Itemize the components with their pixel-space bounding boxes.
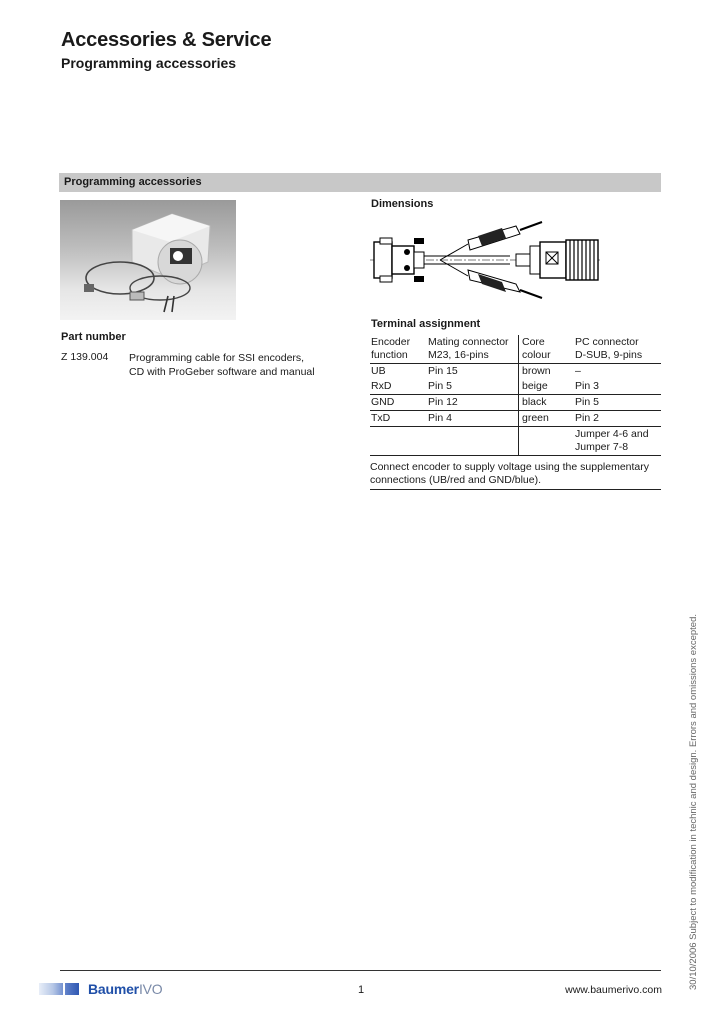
column-header: PC connector D-SUB, 9-pins [574,335,661,364]
product-photo [60,200,236,320]
table-cell: Pin 5 [427,379,519,395]
page-subtitle: Programming accessories [61,55,237,71]
table-row [370,364,661,380]
part-description-line1: Programming cable for SSI encoders, [129,352,305,364]
website-link[interactable]: www.baumerivo.com [565,984,662,996]
table-cell: Pin 4 [427,411,519,427]
column-header: Mating connector M23, 16-pins [427,335,519,364]
terminal-assignment-table [370,335,661,456]
section-header-bar [59,173,661,192]
section-title: Programming accessories [64,176,202,188]
product-illustration-icon [60,200,236,320]
table-cell: RxD [370,379,427,395]
brand-light: IVO [138,981,163,997]
table-cell: Pin 2 [574,411,661,427]
table-cell: TxD [370,411,427,427]
table-cell: Pin 3 [574,379,661,395]
dimensions-heading: Dimensions [371,198,434,210]
table-cell: black [519,395,575,411]
table-cell: brown [519,364,575,380]
page-number: 1 [358,984,365,996]
table-cell: UB [371,365,386,377]
brand-logo [88,981,162,997]
part-description-line2: CD with ProGeber software and manual [129,366,315,378]
dimensions-drawing [370,216,600,306]
table-cell: Pin 15 [428,365,458,377]
table-cell: beige [519,379,575,395]
terminal-note [370,461,661,490]
table-row [370,379,661,395]
table-row [370,411,661,427]
table-cell: green [519,411,575,427]
table-row [370,427,661,456]
page-title: Accessories & Service [61,29,272,51]
table-cell: GND [370,395,427,411]
note-line2: connections (UB/red and GND/blue). [370,474,541,486]
part-number-heading: Part number [61,331,126,343]
brand-bold: Baumer [88,981,139,997]
table-cell: – [575,365,581,377]
column-header: Encoder function [370,335,427,364]
brand-bars-icon [39,983,79,995]
legal-side-note: 30/10/2006 Subject to modification in technic and design. Errors and omissions excepted. [688,613,699,990]
terminal-assignment-heading: Terminal assignment [371,318,481,330]
table-header-row [370,335,661,364]
note-line1: Connect encoder to supply voltage using the supplementary [370,461,650,473]
part-description [129,351,315,379]
table-cell [427,427,519,456]
cable-drawing-icon [370,216,600,306]
table-cell [370,427,427,456]
column-header: Core colour [519,335,575,364]
table-cell: Pin 12 [427,395,519,411]
table-cell: Pin 5 [574,395,661,411]
table-row [370,395,661,411]
footer-divider [60,970,661,971]
part-number-value: Z 139.004 [61,351,109,363]
table-cell: Jumper 4-6 and Jumper 7-8 [574,427,661,456]
table-cell [519,427,575,456]
